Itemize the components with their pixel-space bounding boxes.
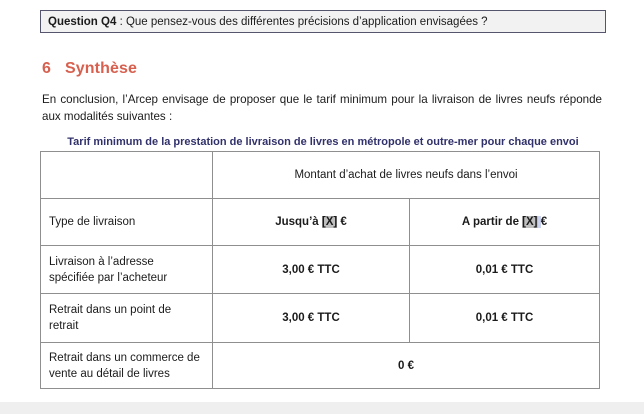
question-label: Question Q4	[48, 15, 117, 28]
page-edge	[0, 402, 644, 414]
table-row-livraison-adresse	[41, 246, 600, 294]
row-header-type-de-livraison: Type de livraison	[41, 199, 213, 246]
table-row-retrait-point	[41, 294, 600, 343]
price-cell-merged: 0 €	[213, 343, 600, 389]
section-number: 6	[42, 60, 51, 77]
body-paragraph: En conclusion, l’Arcep envisage de proposer que le tarif minimum pour la livraison de livres neufs réponde aux modalités suivantes :	[42, 93, 602, 124]
price-cell: 3,00 € TTC	[213, 246, 410, 294]
row-label: Livraison à l’adresse spécifiée par l’acheteur	[41, 246, 213, 294]
column-group-header: Montant d’achat de livres neufs dans l’envoi	[213, 152, 600, 199]
row-label: Retrait dans un point de retrait	[41, 294, 213, 343]
table-caption: Tarif minimum de la prestation de livraison de livres en métropole et outre-mer pour chaque envoi	[67, 136, 579, 148]
x-placeholder: [X]	[522, 216, 538, 228]
section-title: Synthèse	[65, 60, 137, 77]
col1-prefix: Jusqu’à	[275, 216, 322, 228]
price-cell: 0,01 € TTC	[410, 246, 600, 294]
col2-prefix: A partir de	[461, 216, 523, 228]
col1-suffix: €	[337, 216, 347, 228]
question-text: : Que pensez-vous des différentes précisions d’application envisagées ?	[116, 15, 488, 28]
tariff-table	[40, 151, 600, 389]
section-heading	[42, 60, 137, 78]
table-header-row	[41, 152, 600, 199]
price-cell: 3,00 € TTC	[213, 294, 410, 343]
col-header-jusqua	[213, 199, 410, 246]
row-label: Retrait dans un commerce de vente au détail de livres	[41, 343, 213, 389]
table-row-retrait-commerce	[41, 343, 600, 389]
table-subheader-row	[41, 199, 600, 246]
question-box	[40, 10, 606, 33]
x-placeholder: [X]	[321, 216, 338, 228]
col2-suffix: €	[540, 216, 548, 228]
price-cell: 0,01 € TTC	[410, 294, 600, 343]
col-header-apartir	[410, 199, 600, 246]
empty-corner-cell	[41, 152, 213, 199]
